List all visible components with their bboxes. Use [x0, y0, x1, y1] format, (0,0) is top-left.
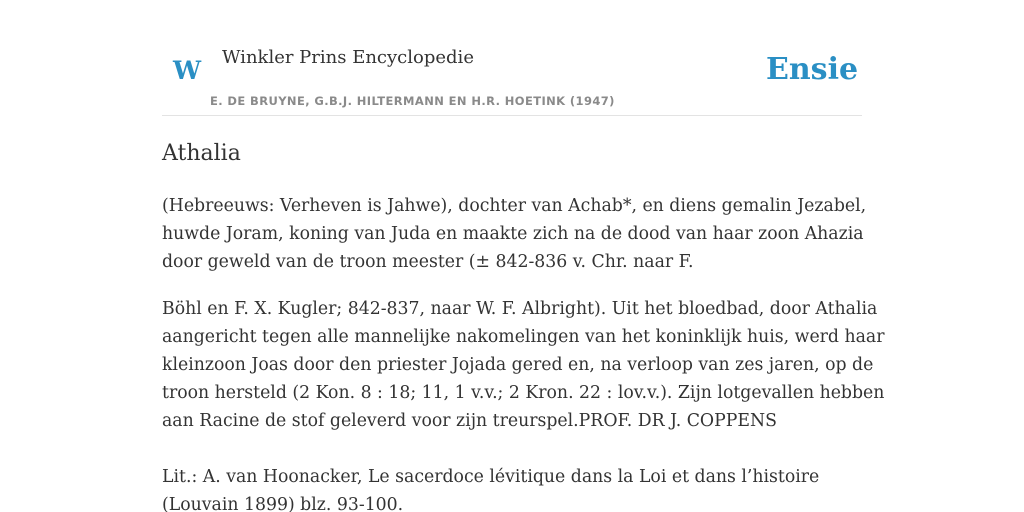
ensie-brand-logo[interactable]: Ensie: [766, 52, 859, 87]
literature-reference: [162, 463, 872, 512]
article-paragraph: [162, 295, 885, 435]
header-divider: [162, 115, 862, 116]
publication-authors: E. DE BRUYNE, G.B.J. HILTERMANN EN H.R. HOETINK (1947): [210, 94, 615, 108]
paragraph-line: huwde Joram, koning van Juda en maakte zich na de dood van haar zoon Ahazia: [162, 224, 864, 244]
article-headword: Athalia: [162, 141, 241, 166]
logo-mark[interactable]: W: [173, 56, 202, 85]
article-paragraph: [162, 192, 872, 276]
paragraph-line: door geweld van de troon meester (± 842-836 v. Chr. naar F.: [162, 252, 694, 272]
paragraph-line: (Louvain 1899) blz. 93-100.: [162, 495, 404, 512]
paragraph-line: Böhl en F. X. Kugler; 842-837, naar W. F. Albright). Uit het bloedbad, door Athalia: [162, 299, 878, 319]
publication-title[interactable]: Winkler Prins Encyclopedie: [222, 47, 474, 68]
paragraph-line: aangericht tegen alle mannelijke nakomelingen van het koninklijk huis, werd haar: [162, 327, 885, 347]
paragraph-line: troon hersteld (2 Kon. 8 : 18; 11, 1 v.v.; 2 Kron. 22 : lov.v.). Zijn lotgevallen hebben: [162, 383, 885, 403]
paragraph-line: Lit.: A. van Hoonacker, Le sacerdoce lévitique dans la Loi et dans l’histoire: [162, 467, 820, 487]
paragraph-line: (Hebreeuws: Verheven is Jahwe), dochter van Achab*, en diens gemalin Jezabel,: [162, 196, 867, 216]
paragraph-line: kleinzoon Joas door den priester Jojada gered en, na verloop van zes jaren, op de: [162, 355, 874, 375]
paragraph-line: aan Racine de stof geleverd voor zijn treurspel.PROF. DR J. COPPENS: [162, 411, 777, 431]
